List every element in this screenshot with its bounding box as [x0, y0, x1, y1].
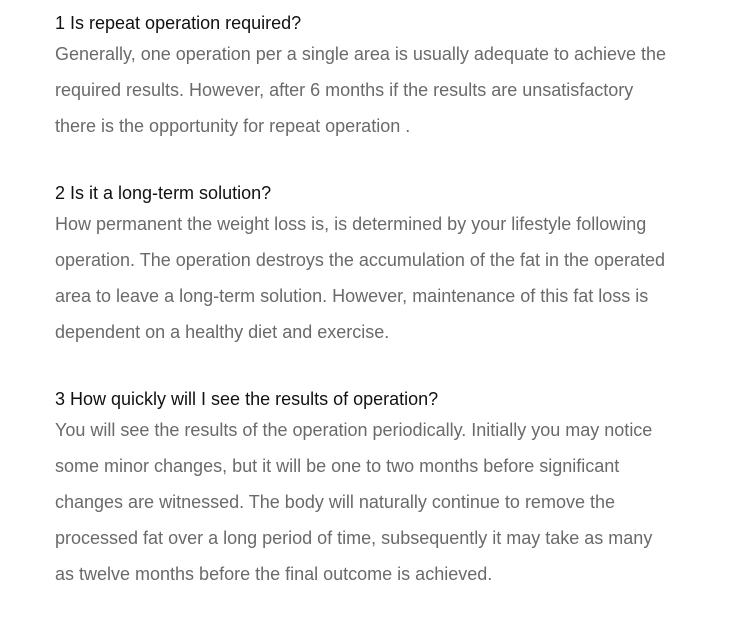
faq-answer: [55, 36, 745, 144]
answer-line: How permanent the weight loss is, is determined by your lifestyle following: [55, 214, 647, 234]
answer-line: operation. The operation destroys the accumulation of the fat in the operated: [55, 250, 666, 270]
answer-line: changes are witnessed. The body will naturally continue to remove the: [55, 492, 615, 512]
faq-item-results-timing: [55, 386, 745, 592]
answer-line: dependent on a healthy diet and exercise.: [55, 322, 390, 342]
faq-item-long-term-solution: [55, 180, 745, 350]
answer-line: as twelve months before the final outcome is achieved.: [55, 564, 493, 584]
answer-line: required results. However, after 6 months if the results are unsatisfactory: [55, 80, 634, 100]
answer-line: Generally, one operation per a single area is usually adequate to achieve the: [55, 44, 667, 64]
faq-question: 1 Is repeat operation required?: [55, 13, 302, 33]
faq-question: 3 How quickly will I see the results of operation?: [55, 389, 439, 409]
faq-answer: [55, 412, 745, 592]
faq-item-repeat-operation: [55, 10, 745, 144]
faq-section: [55, 10, 745, 592]
answer-line: area to leave a long-term solution. However, maintenance of this fat loss is: [55, 286, 649, 306]
answer-line: processed fat over a long period of time, subsequently it may take as many: [55, 528, 653, 548]
faq-answer: [55, 206, 745, 350]
answer-line: there is the opportunity for repeat operation .: [55, 116, 411, 136]
answer-line: You will see the results of the operation periodically. Initially you may notice: [55, 420, 653, 440]
answer-line: some minor changes, but it will be one to two months before significant: [55, 456, 620, 476]
faq-question: 2 Is it a long-term solution?: [55, 183, 272, 203]
